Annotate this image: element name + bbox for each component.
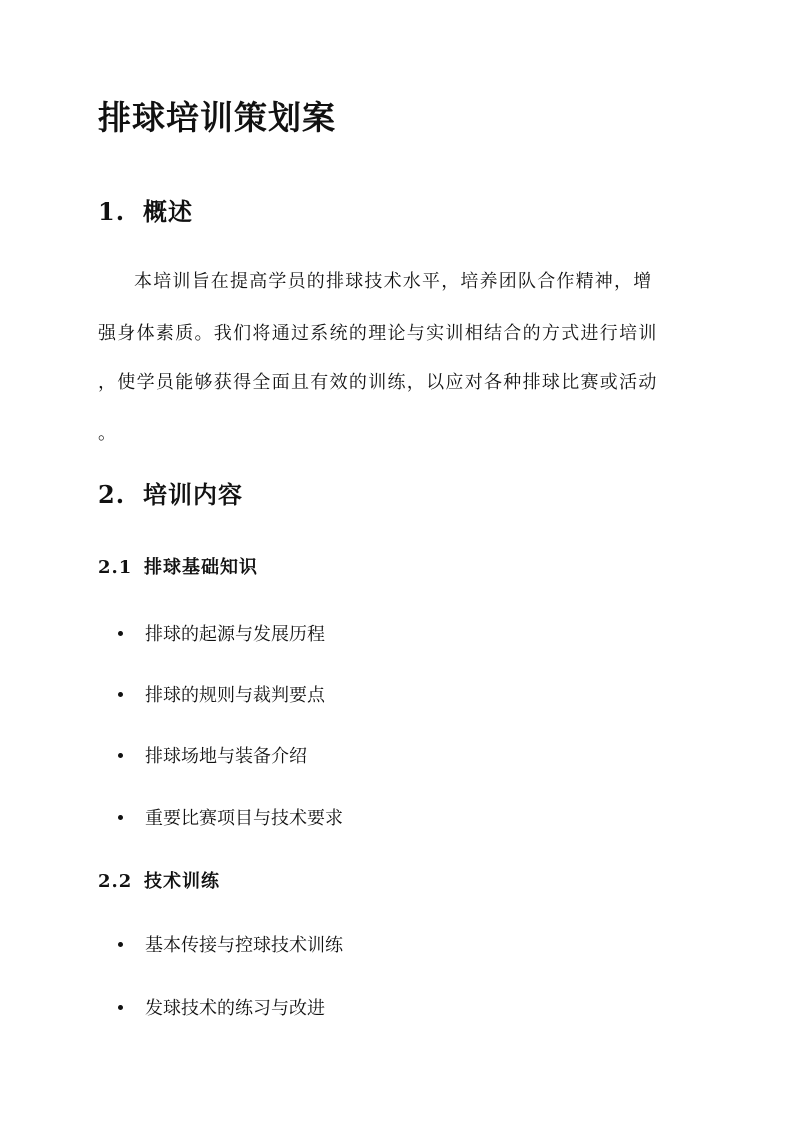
list-item-text: 发球技术的练习与改进	[145, 998, 325, 1019]
list-item-text: 重要比赛项目与技术要求	[145, 808, 343, 829]
subsection-title: 排球基础知识	[144, 557, 258, 578]
list-item	[118, 744, 307, 770]
bullet-icon	[118, 692, 123, 697]
list-item	[118, 933, 343, 959]
bullet-icon	[118, 942, 123, 947]
section-heading-overview	[98, 196, 193, 228]
list-item	[118, 806, 343, 832]
subsection-heading-basics	[98, 555, 258, 581]
section-number: 2.	[98, 480, 126, 509]
paragraph-line: 。	[98, 423, 116, 444]
list-item	[118, 683, 325, 709]
list-item-text: 排球的规则与裁判要点	[145, 685, 325, 706]
bullet-icon	[118, 753, 123, 758]
list-item	[118, 996, 325, 1022]
paragraph-line: 强身体素质。我们将通过系统的理论与实训相结合的方式进行培训	[98, 323, 658, 344]
section-number: 1.	[98, 197, 126, 226]
paragraph-line: 本培训旨在提高学员的排球技术水平，培养团队合作精神，增	[134, 271, 653, 292]
bullet-icon	[118, 1005, 123, 1010]
list-item	[118, 622, 325, 648]
subsection-number: 2.1	[98, 557, 133, 578]
section-heading-training-content	[98, 479, 243, 511]
subsection-heading-technique	[98, 869, 220, 895]
list-item-text: 基本传接与控球技术训练	[145, 935, 343, 956]
section-title: 培训内容	[143, 480, 243, 509]
section-title: 概述	[143, 197, 193, 226]
bullet-icon	[118, 631, 123, 636]
bullet-icon	[118, 815, 123, 820]
paragraph-line: ，使学员能够获得全面且有效的训练，以应对各种排球比赛或活动	[98, 372, 658, 393]
document-title: 排球培训策划案	[98, 98, 336, 137]
subsection-number: 2.2	[98, 871, 133, 892]
list-item-text: 排球场地与装备介绍	[145, 746, 307, 767]
list-item-text: 排球的起源与发展历程	[145, 624, 325, 645]
subsection-title: 技术训练	[144, 871, 220, 892]
